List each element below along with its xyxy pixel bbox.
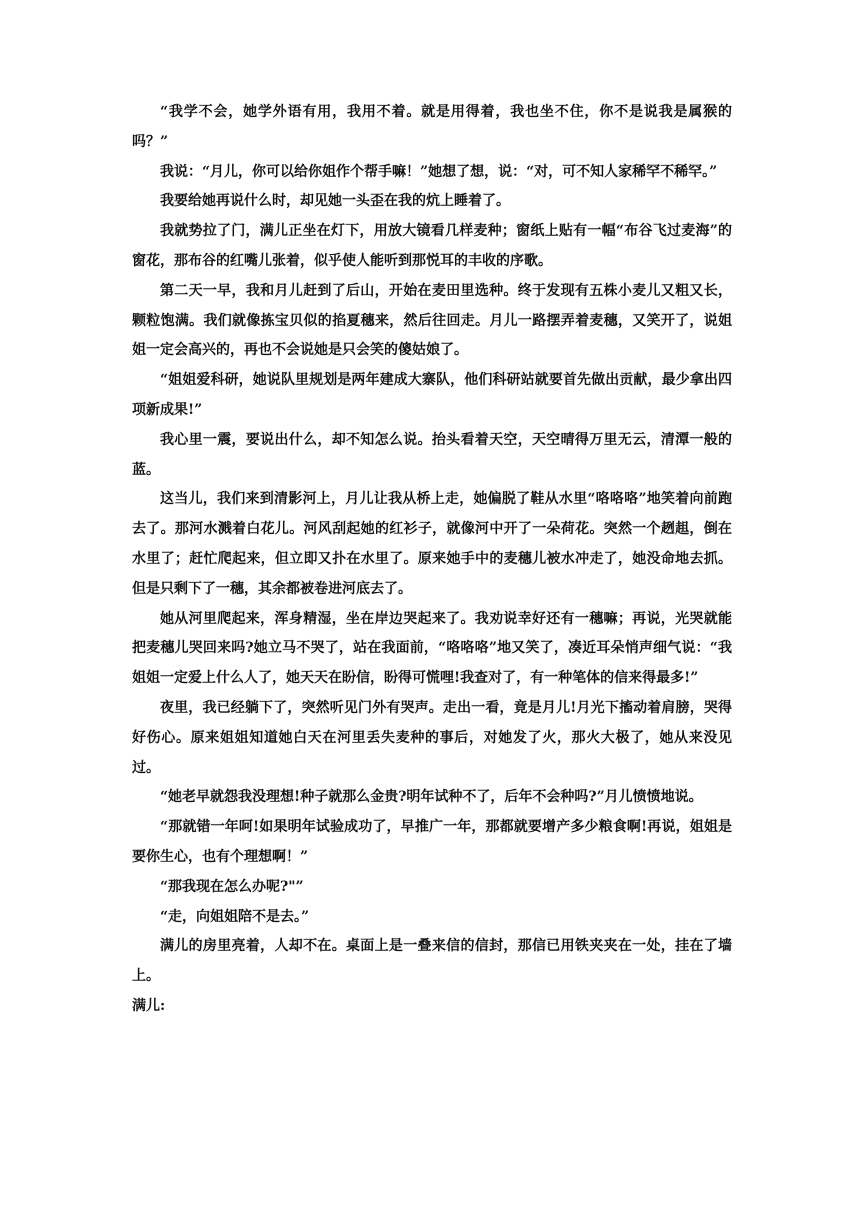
paragraph-4: 我就势拉了门，满儿正坐在灯下，用放大镜看几样麦种；窗纸上贴有一幅“布谷飞过麦海”的窗花，那布谷的红嘴儿张着，似乎使人能听到那悦耳的丰收的序歌。 xyxy=(132,223,732,269)
paragraph-8: 这当儿，我们来到清影河上，月儿让我从桥上走，她偏脱了鞋从水里“咯咯咯”地笑着向前跑去了。那河水溅着白花儿。河风刮起她的红衫子，就像河中开了一朵荷花。突然一个趔趄，倒在水里了；赶忙爬起来，但立即又扑在水里了。原来她手中的麦穗儿被水冲走了，她没命地去抓。但是只剩下了一穗，其余都被卷进河底去了。 xyxy=(132,491,732,597)
paragraph-12: “那就错一年呵!如果明年试验成功了，早推广一年，那都就要增产多少粮食啊!再说，姐姐是要你生心，也有个理想啊！” xyxy=(132,819,732,865)
paragraph-11: “她老早就怨我没理想!种子就那么金贵?明年试种不了，后年不会种吗?”月儿愤愤地说。 xyxy=(160,789,703,806)
paragraph-10: 夜里，我已经躺下了，突然听见门外有哭声。走出一看，竟是月儿!月光下搐动着肩膀，哭得好伤心。原来姐姐知道她白天在河里丢失麦种的事后，对她发了火，那火大极了，她从来没见过。 xyxy=(132,699,732,776)
paragraph-7: 我心里一震，要说出什么，却不知怎么说。抬头看着天空，天空晴得万里无云，清潭一般的蓝。 xyxy=(132,431,732,478)
paragraph-16: 满儿: xyxy=(132,997,166,1014)
paragraph-3: 我要给她再说什么时，却见她一头歪在我的炕上睡着了。 xyxy=(160,193,510,210)
paragraph-1: “我学不会，她学外语有用，我用不着。就是用得着，我也坐不住，你不是说我是属猴的吗？” xyxy=(132,104,732,150)
paragraph-13: “那我现在怎么办呢?"” xyxy=(160,878,304,895)
paragraph-14: “走，向姐姐陪不是去。” xyxy=(160,908,310,925)
paragraph-15: 满儿的房里亮着，人却不在。桌面上是一叠来信的信封，那信已用铁夹夹在一处，挂在了墙上。 xyxy=(132,938,732,985)
paragraph-2: 我说：“月儿，你可以给你姐作个帮手嘛！”她想了想，说：“对，可不知人家稀罕不稀罕。” xyxy=(160,163,718,180)
story-text xyxy=(132,98,732,1022)
paragraph-9: 她从河里爬起来，浑身精湿，坐在岸边哭起来了。我劝说幸好还有一穗嘛；再说，光哭就能把麦穗儿哭回来吗?她立马不哭了，站在我面前，“咯咯咯”地又笑了，凑近耳朵悄声细气说：“我姐姐一定爱上什么人了，她天天在盼信，盼得可慌哩!我查对了，有一种笔体的信来得最多!” xyxy=(132,610,732,687)
paragraph-6: “姐姐爱科研，她说队里规划是两年建成大寨队，他们科研站就要首先做出贡献，最少拿出四项新成果!” xyxy=(132,372,732,418)
paragraph-5: 第二天一早，我和月儿赶到了后山，开始在麦田里选种。终于发现有五株小麦儿又粗又长，颗粒饱满。我们就像拣宝贝似的掐夏穗来，然后往回走。月儿一路摆弄着麦穗，又笑开了，说姐姐一定会高兴的，再也不会说她是只会笑的傻姑娘了。 xyxy=(132,282,732,359)
